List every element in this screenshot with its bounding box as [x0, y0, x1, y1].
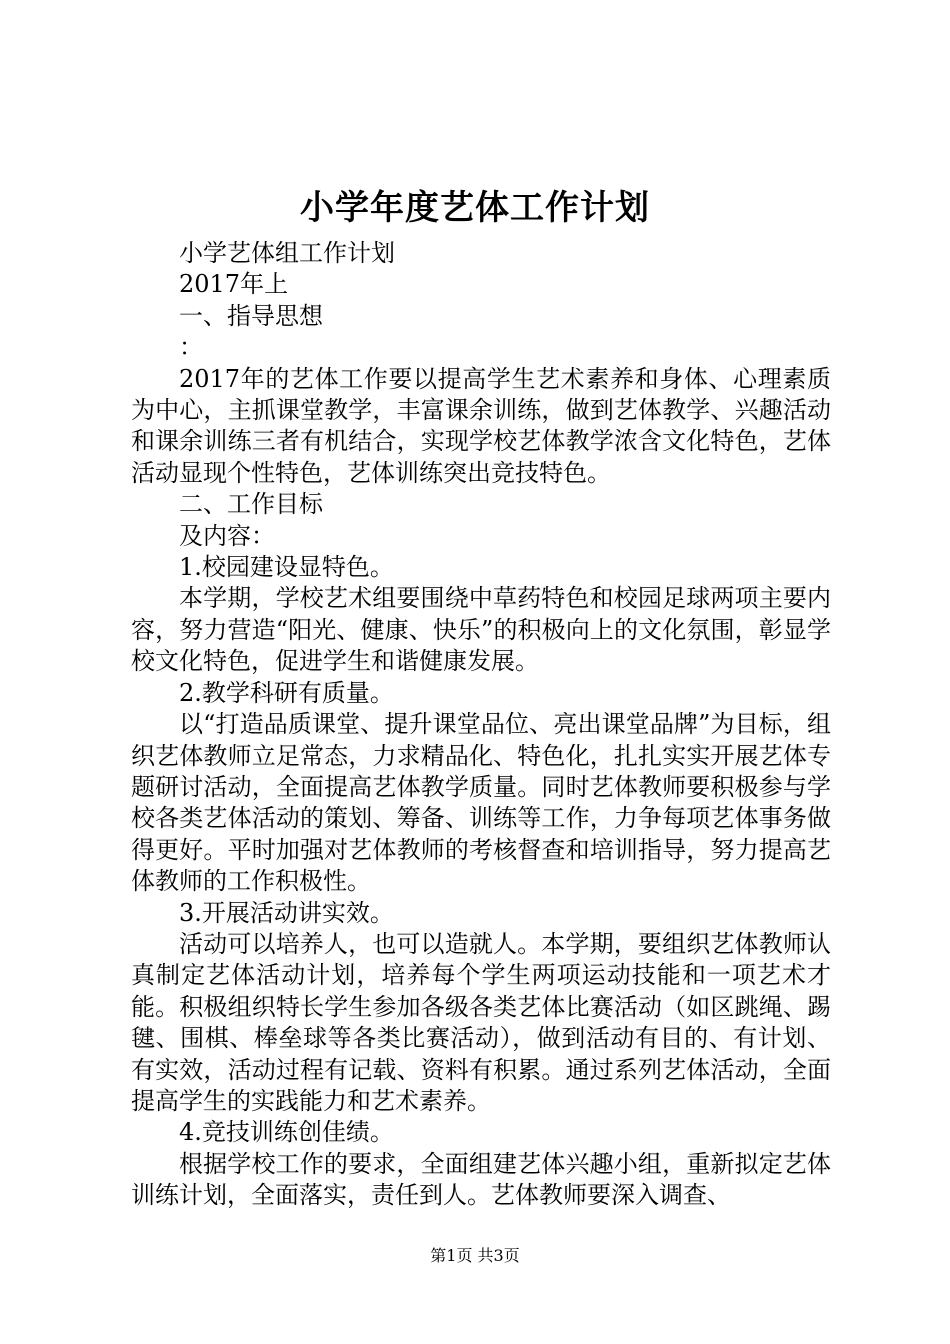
subsection-heading: 2.教学科研有质量。 — [179, 678, 394, 707]
document-title: 小学年度艺体工作计划 — [300, 188, 650, 228]
page-number-footer: 第1页 共3页 — [430, 1246, 520, 1265]
document-body — [131, 238, 831, 1212]
subsection-heading: 1.校园建设显特色。 — [179, 553, 394, 582]
paragraph: 根据学校工作的要求，全面组建艺体兴趣小组，重新拟定艺体训练计划，全面落实，责任到人。艺体教师要深入调查、 — [131, 1149, 831, 1210]
paragraph: 2017年的艺体工作要以提高学生艺术素养和身体、心理素质为中心，主抓课堂教学，丰富课余训练，做到艺体教学、兴趣活动和课余训练三者有机结合，实现学校艺体教学浓含文化特色，艺体活动显现个性特色，艺体训练突出竞技特色。 — [131, 364, 831, 487]
paragraph: 2017年上 — [179, 270, 289, 299]
paragraph: 及内容： — [179, 521, 275, 550]
paragraph: 小学艺体组工作计划 — [179, 239, 395, 267]
subsection-heading: 4.竞技训练创佳绩。 — [179, 1118, 394, 1147]
paragraph: 以“打造品质课堂、提升课堂品位、亮出课堂品牌”为目标，组织艺体教师立足常态，力求精品化、特色化，扎扎实实开展艺体专题研讨活动，全面提高艺体教学质量。同时艺体教师要积极参与学校各类艺体活动的策划、筹备、训练等工作，力争每项艺体事务做得更好。平时加强对艺体教师的考核督查和培训指导，努力提高艺体教师的工作积极性。 — [131, 710, 831, 896]
subsection-heading: 3.开展活动讲实效。 — [179, 898, 394, 927]
paragraph: 活动可以培养人，也可以造就人。本学期，要组织艺体教师认真制定艺体活动计划，培养每个学生两项运动技能和一项艺术才能。积极组织特长学生参加各级各类艺体比赛活动（如区跳绳、踢毽、围棋、棒垒球等各类比赛活动），做到活动有目的、有计划、有实效，活动过程有记载、资料有积累。通过系列艺体活动，全面提高学生的实践能力和艺术素养。 — [131, 929, 831, 1115]
paragraph: ： — [179, 333, 203, 362]
section-heading: 二、工作目标 — [179, 490, 323, 519]
paragraph: 本学期，学校艺术组要围绕中草药特色和校园足球两项主要内容，努力营造“阳光、健康、快乐”的积极向上的文化氛围，彰显学校文化特色，促进学生和谐健康发展。 — [131, 584, 831, 676]
section-heading: 一、指导思想 — [179, 301, 323, 330]
